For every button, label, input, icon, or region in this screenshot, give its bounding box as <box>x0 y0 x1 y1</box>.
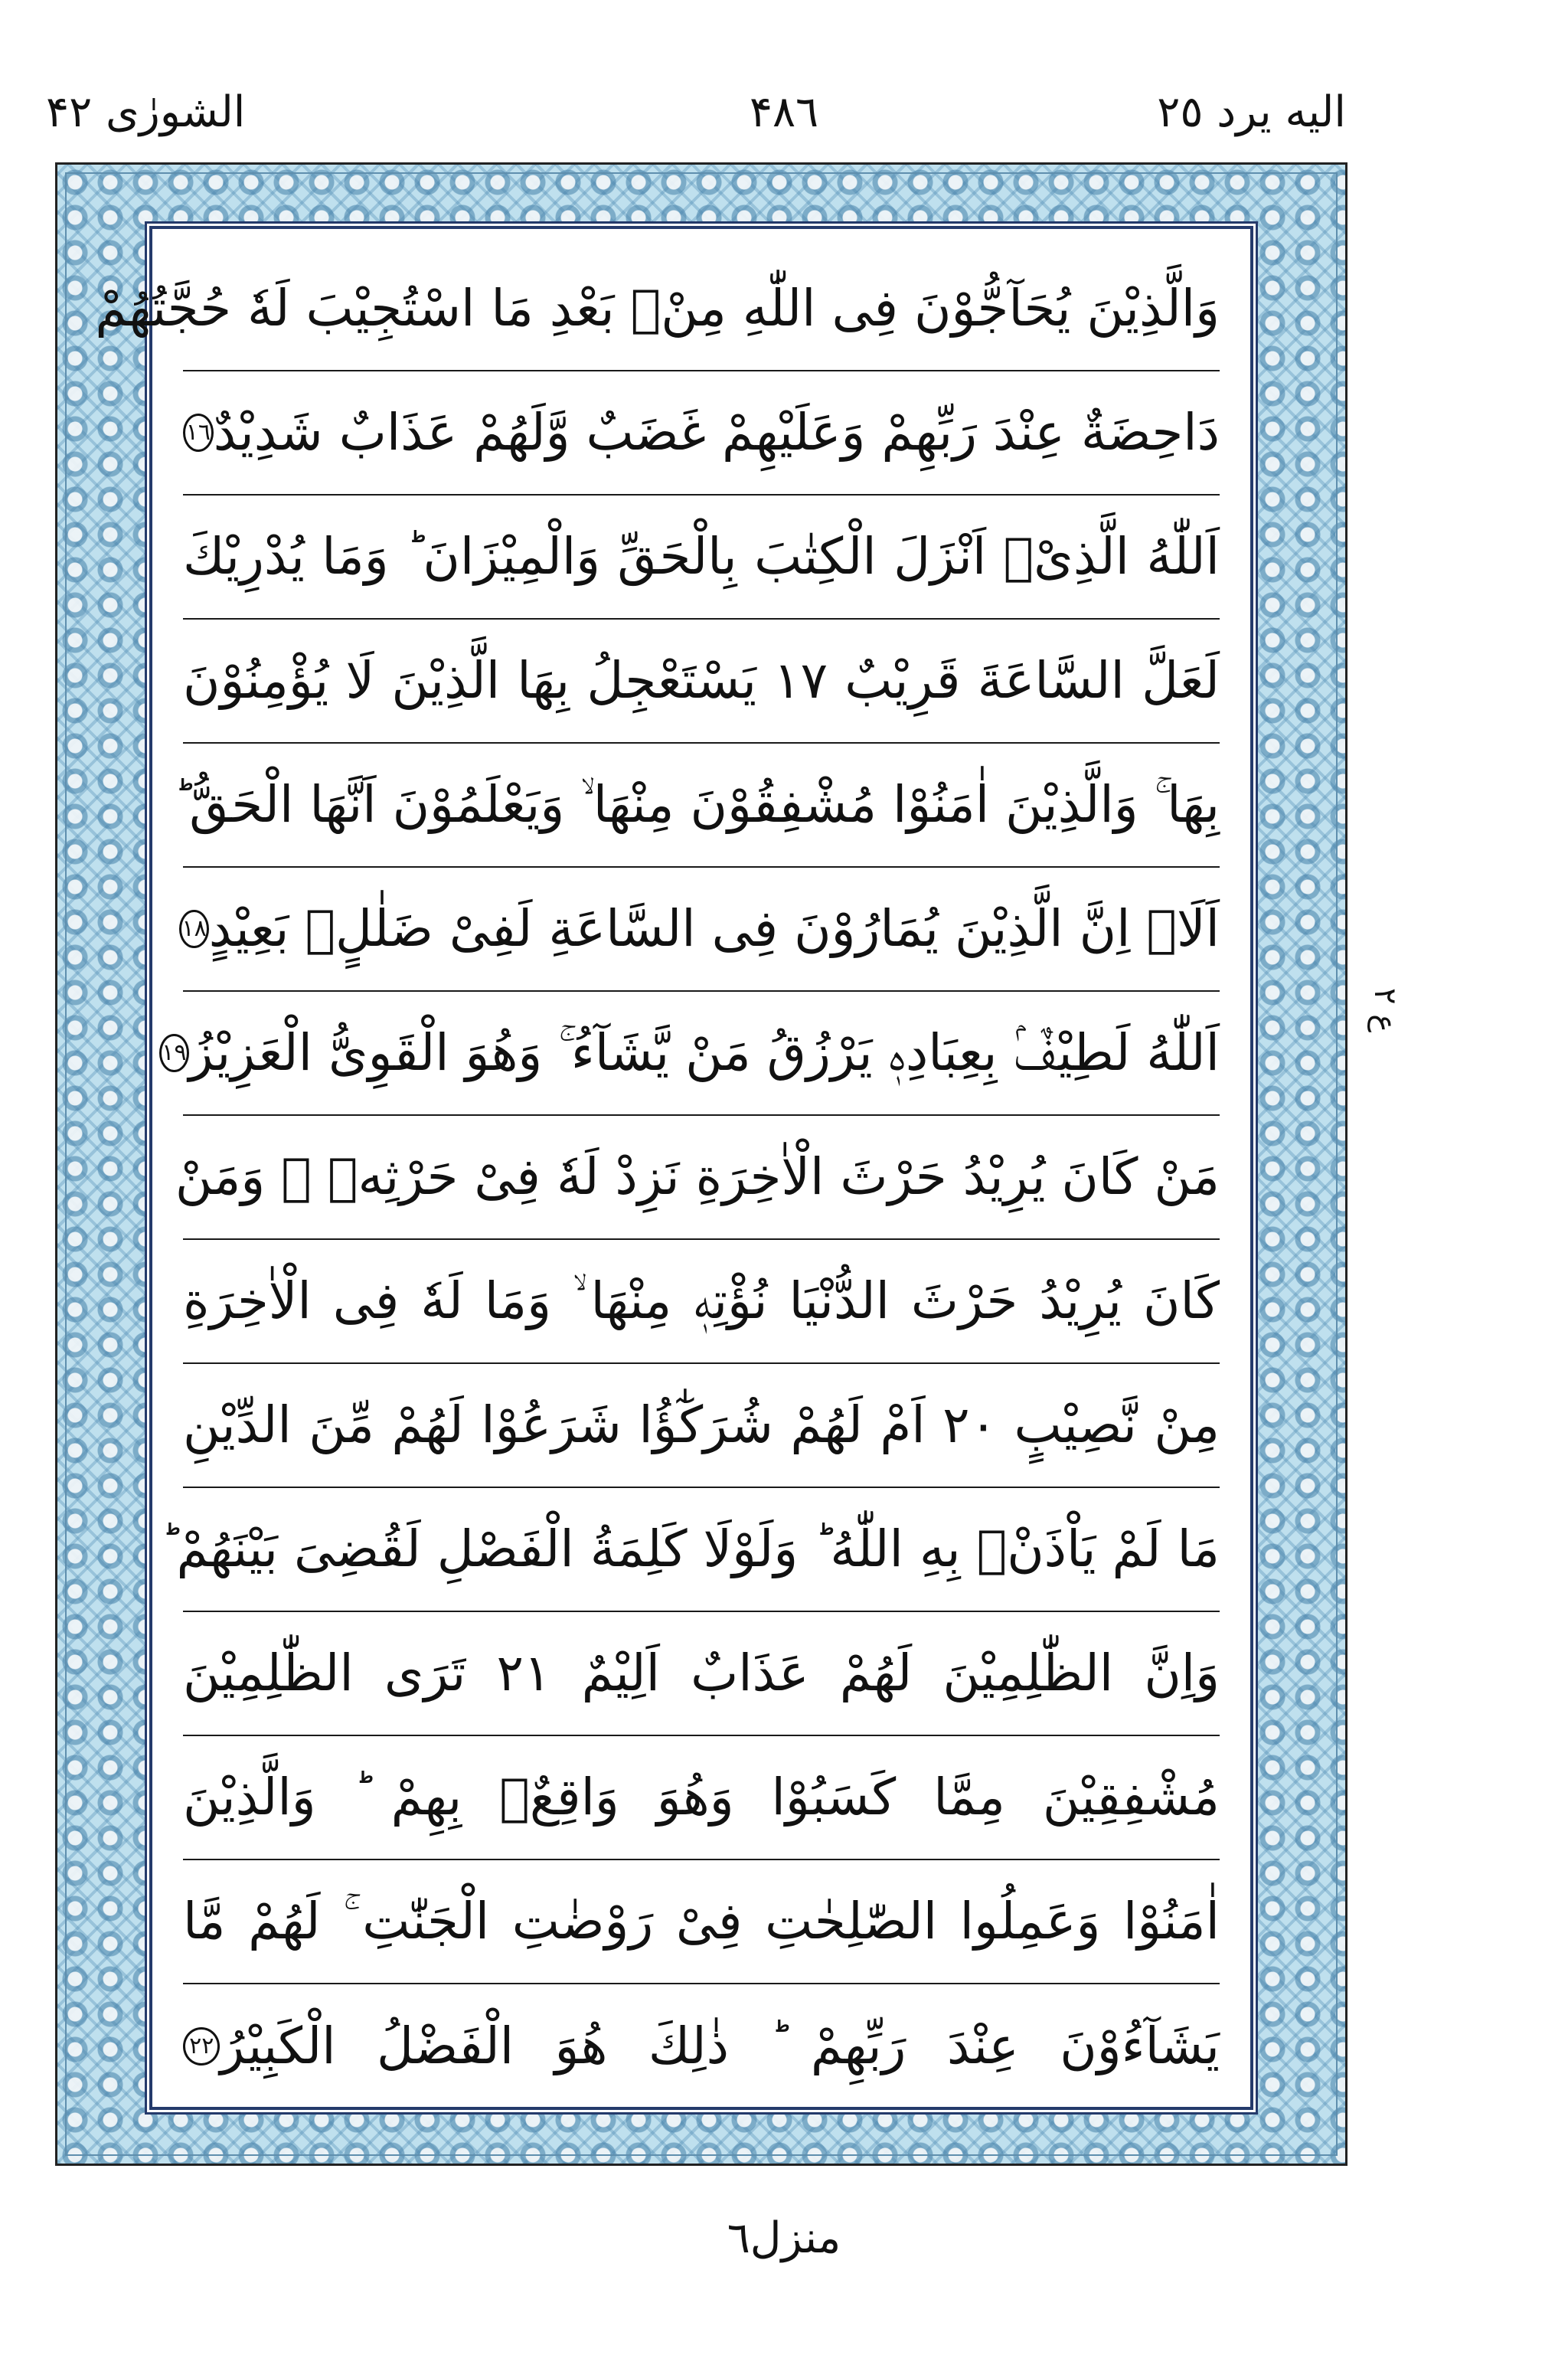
verse-line <box>183 1364 1220 1488</box>
verse-line <box>183 868 1220 992</box>
surah-label: الشورٰی ۴٢ <box>46 87 246 137</box>
manzil-label: منزل٦ <box>727 2213 841 2263</box>
verse-text: وَاِنَّ الظّٰلِمِیْنَ لَهُمْ عَذَابٌ اَلِیْمٌ ٢١ تَرَی الظّٰلِمِیْنَ <box>183 1644 1220 1702</box>
ayah-number-marker: ١٩ <box>159 1034 188 1072</box>
verse-text: مِنْ نَّصِیْبٍ ٢٠ اَمْ لَهُمْ شُرَكٰٓؤُا شَرَعُوْا لَهُمْ مِّنَ الدِّیْنِ <box>183 1395 1220 1454</box>
verse-line <box>183 1612 1220 1736</box>
ruku-marker: ع ٢ <box>1367 988 1403 1033</box>
verse-line <box>183 620 1220 744</box>
verse-text: بِهَا ۚ وَالَّذِیْنَ اٰمَنُوْا مُشْفِقُوْنَ مِنْهَا ۙ وَیَعْلَمُوْنَ اَنَّهَا الْحَقُّ ؕ <box>173 775 1220 834</box>
verse-text: كَانَ یُرِیْدُ حَرْثَ الدُّنْیَا نُؤْتِهٖ مِنْهَا ۙ وَمَا لَهٗ فِی الْاٰخِرَةِ <box>183 1271 1220 1330</box>
verse-panel <box>95 226 1253 2110</box>
juz-label: اليه يرد ٢٥ <box>1157 87 1346 137</box>
verse-line <box>183 1240 1220 1364</box>
verse-text: مَا لَمْ یَاْذَنْۢ بِهِ اللّٰهُ ؕ وَلَوْلَا كَلِمَةُ الْفَصْلِ لَقُضِیَ بَیْنَهُمْ ؕ <box>160 1519 1220 1578</box>
verse-text: لَعَلَّ السَّاعَةَ قَرِیْبٌ ١٧ یَسْتَعْجِلُ بِهَا الَّذِیْنَ لَا یُؤْمِنُوْنَ <box>183 651 1220 710</box>
ornamental-border <box>55 162 1348 2166</box>
verse-line <box>173 744 1220 868</box>
verse-line <box>183 1736 1220 1860</box>
verse-text: وَالَّذِیْنَ یُحَآجُّوْنَ فِی اللّٰهِ مِنْۢ بَعْدِ مَا اسْتُجِیْبَ لَهٗ حُجَّتُهُمْ <box>95 279 1220 338</box>
ayah-number-marker: ١٨ <box>179 910 208 948</box>
verse-text: مَنْ كَانَ یُرِیْدُ حَرْثَ الْاٰخِرَةِ نَزِدْ لَهٗ فِیْ حَرْثِهٖ ۚ وَمَنْ <box>175 1147 1220 1206</box>
verse-line <box>183 371 1220 496</box>
verse-text: اَلَاۤ اِنَّ الَّذِیْنَ یُمَارُوْنَ فِی السَّاعَةِ لَفِیْ ضَلٰلٍۭ بَعِیْدٍ <box>208 899 1220 958</box>
page-number: ۴٨٦ <box>749 87 819 137</box>
verse-line <box>183 1984 1220 2108</box>
page-header <box>0 70 1568 155</box>
verse-line <box>183 496 1220 620</box>
verse-text: اَللّٰهُ الَّذِیْۤ اَنْزَلَ الْكِتٰبَ بِالْحَقِّ وَالْمِیْزَانَ ؕ وَمَا یُدْرِیْكَ <box>183 527 1220 586</box>
verse-line <box>175 1116 1220 1240</box>
verse-text: اٰمَنُوْا وَعَمِلُوا الصّٰلِحٰتِ فِیْ رَوْضٰتِ الْجَنّٰتِ ۚ لَهُمْ مَّا <box>183 1892 1220 1951</box>
verse-line <box>95 247 1220 371</box>
verse-text: یَشَآءُوْنَ عِنْدَ رَبِّهِمْ ؕ ذٰلِكَ هُوَ الْفَضْلُ الْكَبِیْرُ <box>220 2016 1220 2075</box>
verse-line <box>183 1860 1220 1984</box>
verse-line <box>160 1488 1220 1612</box>
verse-lines <box>95 247 1220 2108</box>
verse-text: دَاحِضَةٌ عِنْدَ رَبِّهِمْ وَعَلَیْهِمْ غَضَبٌ وَّلَهُمْ عَذَابٌ شَدِیْدٌ <box>213 403 1220 462</box>
verse-text: مُشْفِقِیْنَ مِمَّا كَسَبُوْا وَهُوَ وَاقِعٌۢ بِهِمْ ؕ وَالَّذِیْنَ <box>183 1768 1220 1827</box>
verse-line <box>162 992 1220 1116</box>
verse-text: اَللّٰهُ لَطِیْفٌۢ بِعِبَادِهٖ یَرْزُقُ مَنْ یَّشَآءُ ۚ وَهُوَ الْقَوِیُّ الْعَزِیْزُ <box>188 1023 1220 1082</box>
ayah-number-marker: ١٦ <box>183 414 214 452</box>
ayah-number-marker: ٢٢ <box>183 2027 220 2066</box>
